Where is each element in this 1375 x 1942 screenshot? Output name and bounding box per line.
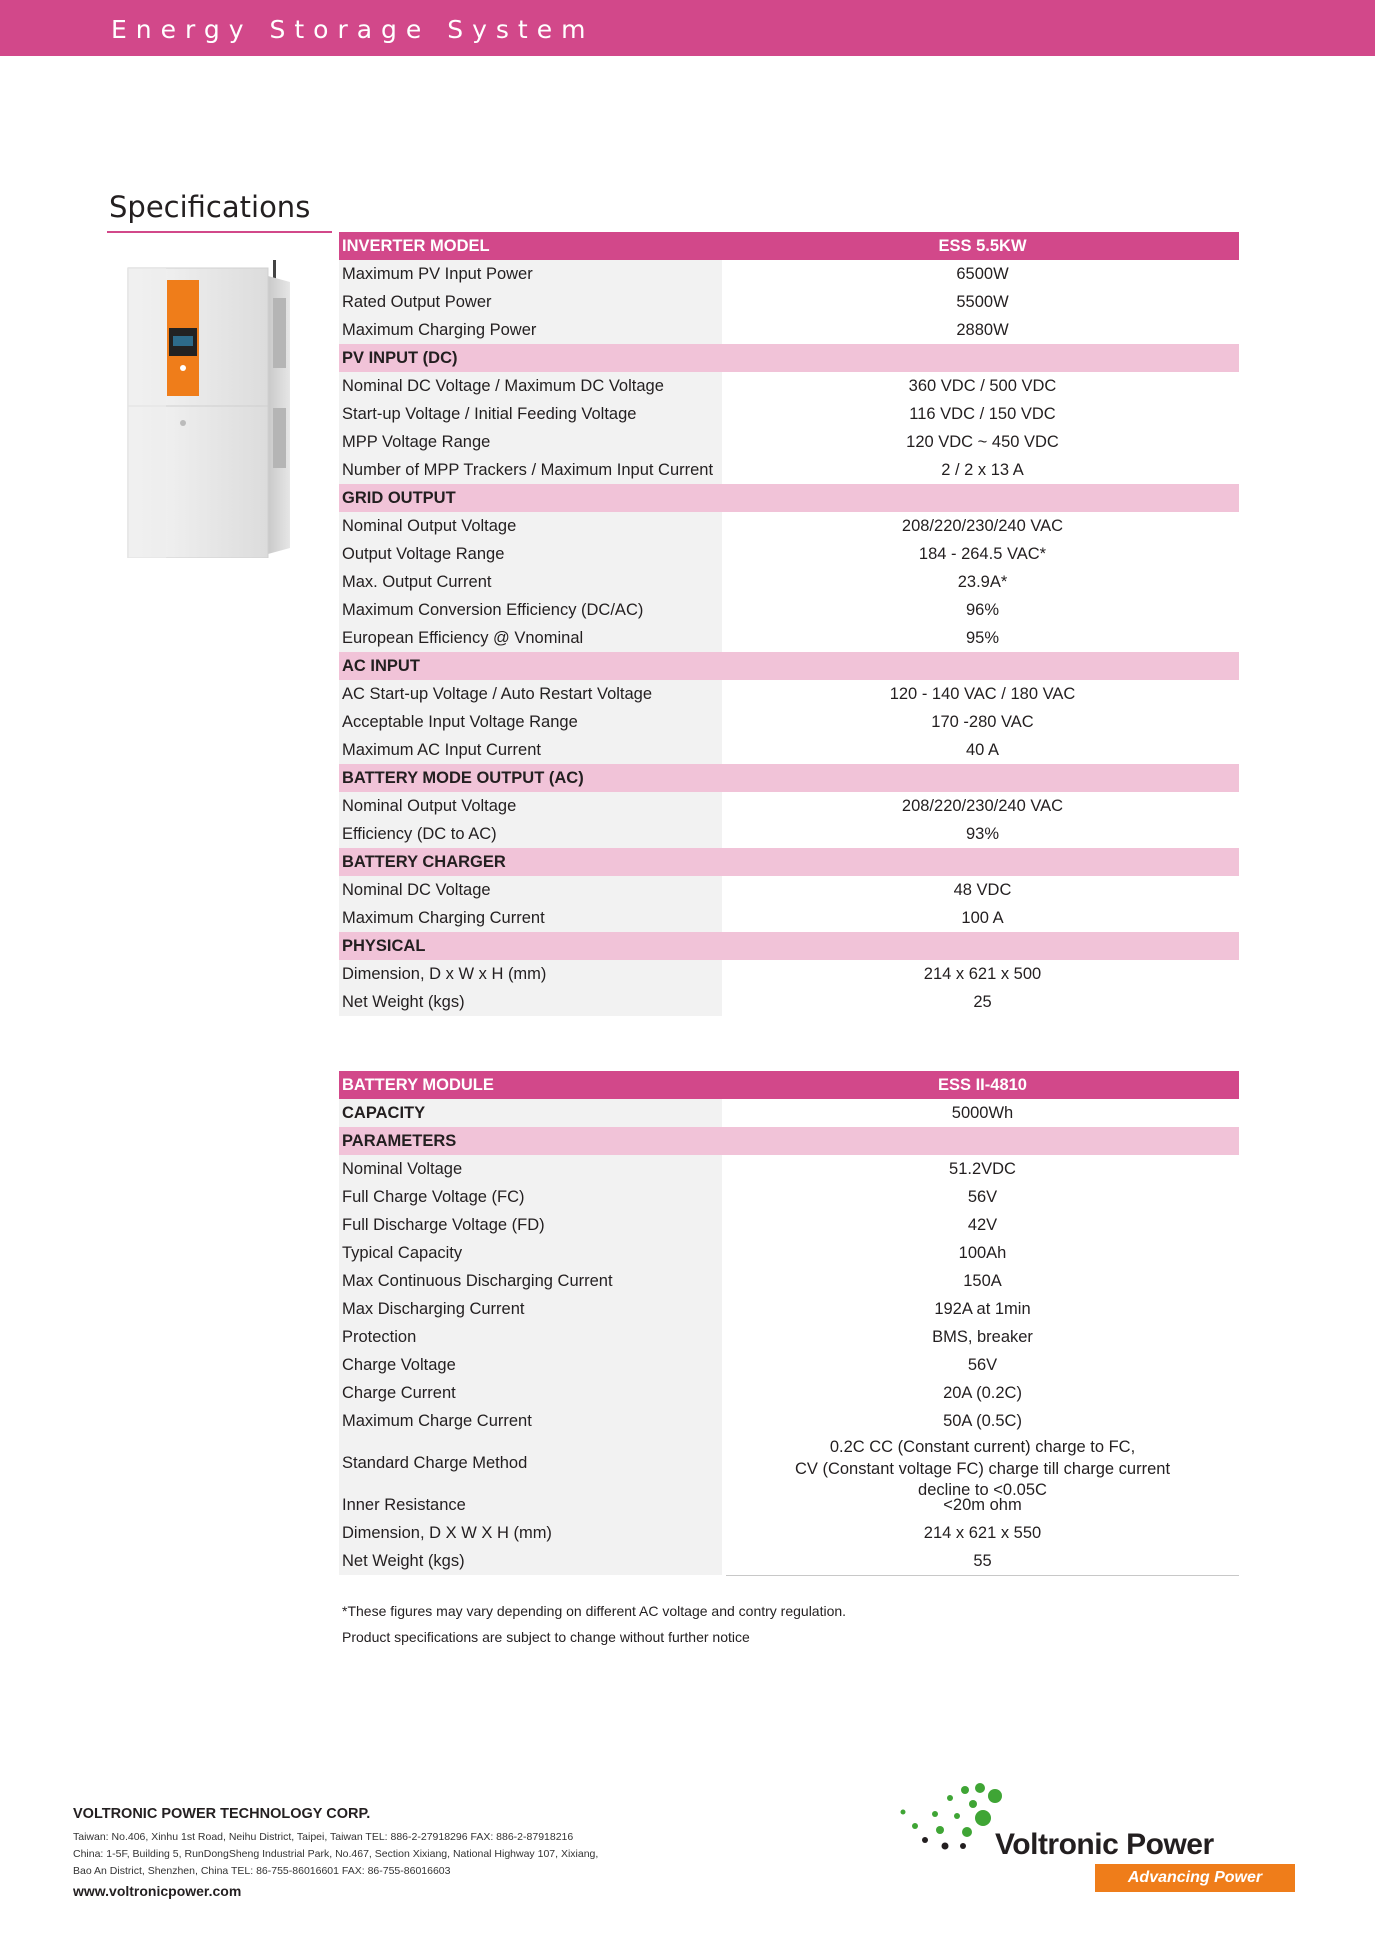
brand-logo bbox=[895, 1780, 1295, 1900]
battery-row-value: 0.2C CC (Constant current) charge to FC, CV (Constant voltage FC) charge till charge current decline to <0.05C bbox=[794, 1438, 1171, 1499]
inverter-row bbox=[339, 372, 1239, 400]
logo-dots-icon bbox=[895, 1780, 1005, 1860]
inverter-row bbox=[339, 288, 1239, 316]
inverter-row bbox=[339, 792, 1239, 820]
inverter-row bbox=[339, 736, 1239, 764]
inverter-row-label: Maximum Charging Power bbox=[339, 316, 722, 344]
inverter-row-value: 170 -280 VAC bbox=[931, 713, 1034, 731]
battery-row-value: 150A bbox=[963, 1272, 1002, 1290]
battery-row bbox=[339, 1519, 1239, 1547]
inverter-spec-table bbox=[339, 232, 1239, 1016]
battery-row bbox=[339, 1239, 1239, 1267]
inverter-row-value bbox=[726, 484, 1239, 512]
battery-row-value: 20A (0.2C) bbox=[943, 1384, 1022, 1402]
inverter-row-value: ESS 5.5KW bbox=[938, 237, 1027, 255]
inverter-row-label: AC INPUT bbox=[342, 657, 420, 675]
inverter-row-value: 48 VDC bbox=[953, 881, 1012, 899]
battery-row bbox=[339, 1295, 1239, 1323]
inverter-row-label: Efficiency (DC to AC) bbox=[339, 820, 722, 848]
battery-row-label: Charge Current bbox=[339, 1379, 722, 1407]
inverter-row-value bbox=[726, 344, 1239, 372]
battery-row bbox=[339, 1547, 1239, 1575]
address-taiwan: Taiwan: No.406, Xinhu 1st Road, Neihu District, Taipei, Taiwan TEL: 886-2-27918296 FAX: 886-2-87918216 bbox=[73, 1831, 574, 1843]
inverter-section-row bbox=[339, 764, 1239, 792]
inverter-row bbox=[339, 512, 1239, 540]
inverter-row-label: INVERTER MODEL bbox=[342, 237, 490, 255]
logo-tagline: Advancing Power bbox=[1095, 1864, 1295, 1892]
inverter-row bbox=[339, 596, 1239, 624]
website-link[interactable]: www.voltronicpower.com bbox=[73, 1883, 242, 1899]
inverter-row-value: 100 A bbox=[961, 909, 1004, 927]
logo-name: Voltronic Power bbox=[995, 1828, 1214, 1861]
battery-row-label: CAPACITY bbox=[339, 1099, 722, 1127]
inverter-row-label: Output Voltage Range bbox=[339, 540, 722, 568]
battery-row-label: Inner Resistance bbox=[339, 1491, 722, 1519]
inverter-row-value bbox=[726, 848, 1239, 876]
inverter-row-value: 2880W bbox=[956, 321, 1009, 339]
battery-row-value: 192A at 1min bbox=[934, 1300, 1031, 1318]
inverter-row-value: 23.9A* bbox=[957, 573, 1008, 591]
battery-row-value bbox=[726, 1127, 1239, 1155]
inverter-row bbox=[339, 708, 1239, 736]
product-illustration bbox=[125, 258, 290, 558]
battery-section-row bbox=[339, 1127, 1239, 1155]
inverter-row-value: 120 - 140 VAC / 180 VAC bbox=[889, 685, 1076, 703]
battery-row bbox=[339, 1183, 1239, 1211]
battery-row-value: 56V bbox=[967, 1356, 998, 1374]
inverter-row bbox=[339, 820, 1239, 848]
inverter-row-label: PHYSICAL bbox=[342, 937, 426, 955]
inverter-row-value bbox=[726, 932, 1239, 960]
inverter-row-value: 95% bbox=[965, 629, 1000, 647]
battery-row-label: Standard Charge Method bbox=[339, 1435, 722, 1491]
inverter-row-value bbox=[726, 764, 1239, 792]
battery-row-value: ESS II-4810 bbox=[938, 1076, 1027, 1094]
inverter-row-value: 120 VDC ~ 450 VDC bbox=[906, 433, 1059, 451]
battery-row-value: 100Ah bbox=[958, 1244, 1007, 1262]
inverter-row-label: Number of MPP Trackers / Maximum Input Current bbox=[339, 456, 722, 484]
inverter-row-label: Net Weight (kgs) bbox=[339, 988, 722, 1016]
note-disclaimer: Product specifications are subject to change without further notice bbox=[342, 1629, 750, 1645]
inverter-row bbox=[339, 624, 1239, 652]
inverter-row-label: Max. Output Current bbox=[339, 568, 722, 596]
inverter-row-label: Dimension, D x W x H (mm) bbox=[339, 960, 722, 988]
inverter-row bbox=[339, 904, 1239, 932]
inverter-row-value: 208/220/230/240 VAC bbox=[901, 797, 1064, 815]
battery-row-label: Nominal Voltage bbox=[339, 1155, 722, 1183]
inverter-row bbox=[339, 456, 1239, 484]
section-heading: Specifications bbox=[109, 190, 311, 224]
inverter-row-label: Start-up Voltage / Initial Feeding Voltage bbox=[339, 400, 722, 428]
inverter-row-label: BATTERY MODE OUTPUT (AC) bbox=[342, 769, 584, 787]
battery-row-value: 42V bbox=[967, 1216, 998, 1234]
address-china-1: China: 1-5F, Building 5, RunDongSheng Industrial Park, No.467, Section Xixiang, National Highway 107, Xixiang, bbox=[73, 1848, 599, 1860]
battery-row-label: Max Discharging Current bbox=[339, 1295, 722, 1323]
inverter-section-row bbox=[339, 344, 1239, 372]
inverter-section-row bbox=[339, 652, 1239, 680]
battery-row-label: Max Continuous Discharging Current bbox=[339, 1267, 722, 1295]
battery-row-value: 56V bbox=[967, 1188, 998, 1206]
battery-row bbox=[339, 1267, 1239, 1295]
battery-row bbox=[339, 1379, 1239, 1407]
inverter-row-value: 2 / 2 x 13 A bbox=[941, 461, 1024, 479]
battery-row-value: 51.2VDC bbox=[949, 1160, 1016, 1178]
header-title: Energy Storage System bbox=[111, 15, 595, 44]
inverter-row-value: 214 x 621 x 500 bbox=[923, 965, 1042, 983]
header-bar bbox=[0, 0, 1375, 56]
inverter-row-value: 360 VDC / 500 VDC bbox=[908, 377, 1057, 395]
battery-row bbox=[339, 1407, 1239, 1435]
inverter-row-label: European Efficiency @ Vnominal bbox=[339, 624, 722, 652]
inverter-row-value: 25 bbox=[973, 993, 992, 1011]
inverter-row bbox=[339, 988, 1239, 1016]
battery-row-label: Net Weight (kgs) bbox=[339, 1547, 722, 1575]
inverter-row-label: Rated Output Power bbox=[339, 288, 722, 316]
inverter-row bbox=[339, 960, 1239, 988]
inverter-row bbox=[339, 568, 1239, 596]
inverter-row bbox=[339, 316, 1239, 344]
inverter-section-row bbox=[339, 484, 1239, 512]
battery-row bbox=[339, 1099, 1239, 1127]
company-name: VOLTRONIC POWER TECHNOLOGY CORP. bbox=[73, 1806, 371, 1822]
heading-rule bbox=[107, 231, 332, 233]
battery-row-value: 5000Wh bbox=[951, 1104, 1014, 1122]
inverter-row-value: 208/220/230/240 VAC bbox=[901, 517, 1064, 535]
battery-header-row bbox=[339, 1071, 1239, 1099]
battery-row-label: Typical Capacity bbox=[339, 1239, 722, 1267]
inverter-row-value: 5500W bbox=[956, 293, 1009, 311]
inverter-row bbox=[339, 680, 1239, 708]
battery-row-label: Maximum Charge Current bbox=[339, 1407, 722, 1435]
inverter-row-label: MPP Voltage Range bbox=[339, 428, 722, 456]
battery-row-value: 50A (0.5C) bbox=[943, 1412, 1022, 1430]
inverter-row-value: 116 VDC / 150 VDC bbox=[909, 405, 1056, 423]
battery-row-value: BMS, breaker bbox=[932, 1328, 1033, 1346]
battery-row bbox=[339, 1155, 1239, 1183]
inverter-row-value: 96% bbox=[965, 601, 1000, 619]
inverter-header-row bbox=[339, 232, 1239, 260]
inverter-row-value bbox=[726, 652, 1239, 680]
battery-row-label: Full Discharge Voltage (FD) bbox=[339, 1211, 722, 1239]
address-china-2: Bao An District, Shenzhen, China TEL: 86-755-86016601 FAX: 86-755-86016603 bbox=[73, 1865, 451, 1877]
inverter-row-label: Maximum PV Input Power bbox=[339, 260, 722, 288]
inverter-row bbox=[339, 876, 1239, 904]
inverter-row-label: Nominal DC Voltage / Maximum DC Voltage bbox=[339, 372, 722, 400]
inverter-row-label: Nominal Output Voltage bbox=[339, 792, 722, 820]
inverter-row bbox=[339, 540, 1239, 568]
battery-row-label: Full Charge Voltage (FC) bbox=[339, 1183, 722, 1211]
battery-row-value: <20m ohm bbox=[943, 1496, 1022, 1514]
inverter-row-label: Nominal Output Voltage bbox=[339, 512, 722, 540]
battery-row bbox=[339, 1323, 1239, 1351]
inverter-row-label: Maximum Charging Current bbox=[339, 904, 722, 932]
inverter-row-label: Acceptable Input Voltage Range bbox=[339, 708, 722, 736]
battery-row-label: Charge Voltage bbox=[339, 1351, 722, 1379]
battery-row-label: Protection bbox=[339, 1323, 722, 1351]
inverter-row-label: AC Start-up Voltage / Auto Restart Voltage bbox=[339, 680, 722, 708]
inverter-row-label: BATTERY CHARGER bbox=[342, 853, 506, 871]
battery-row-value: 214 x 621 x 550 bbox=[923, 1524, 1042, 1542]
inverter-section-row bbox=[339, 932, 1239, 960]
battery-row-value: 55 bbox=[726, 1547, 1239, 1576]
battery-row bbox=[339, 1351, 1239, 1379]
inverter-row-value: 184 - 264.5 VAC* bbox=[918, 545, 1047, 563]
battery-row bbox=[339, 1211, 1239, 1239]
battery-row bbox=[339, 1491, 1239, 1519]
battery-row-label: Dimension, D X W X H (mm) bbox=[339, 1519, 722, 1547]
inverter-section-row bbox=[339, 848, 1239, 876]
battery-row bbox=[339, 1435, 1239, 1499]
inverter-row-label: GRID OUTPUT bbox=[342, 489, 456, 507]
battery-row-label: PARAMETERS bbox=[342, 1132, 457, 1150]
battery-spec-table bbox=[339, 1071, 1239, 1575]
inverter-row-value: 93% bbox=[965, 825, 1000, 843]
inverter-row bbox=[339, 260, 1239, 288]
inverter-row bbox=[339, 428, 1239, 456]
inverter-row-value: 40 A bbox=[965, 741, 1000, 759]
battery-row-label: BATTERY MODULE bbox=[342, 1076, 494, 1094]
inverter-row bbox=[339, 400, 1239, 428]
inverter-row-label: Maximum Conversion Efficiency (DC/AC) bbox=[339, 596, 722, 624]
inverter-row-value: 6500W bbox=[956, 265, 1009, 283]
inverter-row-label: Maximum AC Input Current bbox=[339, 736, 722, 764]
inverter-row-label: PV INPUT (DC) bbox=[342, 349, 458, 367]
note-variation: *These figures may vary depending on different AC voltage and contry regulation. bbox=[342, 1603, 847, 1619]
inverter-row-label: Nominal DC Voltage bbox=[339, 876, 722, 904]
